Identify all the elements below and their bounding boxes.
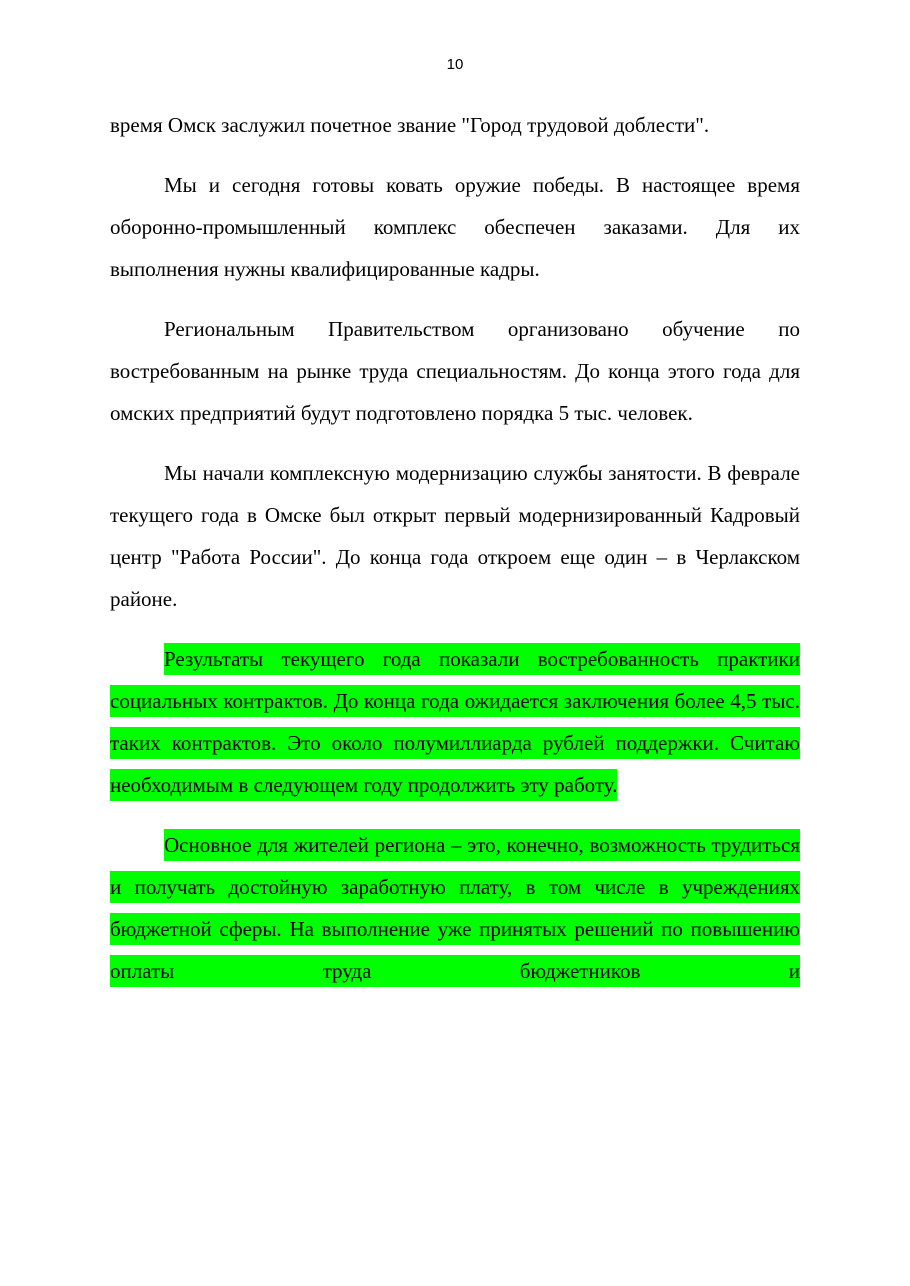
highlighted-text: Результаты текущего года показали востребованность практики социальных контрактов. До конца года ожидается заключения более 4,5 тыс. таких контрактов. Это около полумиллиарда рублей поддержки. Считаю необходимым в следующем году продолжить эту работу.: [110, 643, 800, 801]
paragraph-5-highlighted: [110, 638, 800, 806]
paragraph-6-highlighted: [110, 824, 800, 992]
paragraph-text: время Омск заслужил почетное звание "Город трудовой доблести".: [110, 113, 710, 137]
paragraph-text: Мы начали комплексную модернизацию службы занятости. В феврале текущего года в Омске был открыт первый модернизированный Кадровый центр "Работа России". До конца года откроем еще один – в Черлакском районе.: [110, 461, 800, 611]
paragraph-text: Мы и сегодня готовы ковать оружие победы. В настоящее время оборонно-промышленный комплекс обеспечен заказами. Для их выполнения нужны квалифицированные кадры.: [110, 173, 800, 281]
highlighted-text: Основное для жителей региона – это, конечно, возможность трудиться и получать достойную заработную плату, в том числе в учреждениях бюджетной сферы. На выполнение уже принятых решений по повышению оплаты труда бюджетников и: [110, 829, 800, 987]
paragraph-1: [110, 104, 800, 146]
document-body: [110, 104, 800, 1010]
paragraph-text: Региональным Правительством организовано обучение по востребованным на рынке труда специальностям. До конца этого года для омских предприятий будут подготовлено порядка 5 тыс. человек.: [110, 317, 800, 425]
page-number: 10: [446, 56, 464, 73]
paragraph-4: [110, 452, 800, 620]
paragraph-2: [110, 164, 800, 290]
paragraph-3: [110, 308, 800, 434]
